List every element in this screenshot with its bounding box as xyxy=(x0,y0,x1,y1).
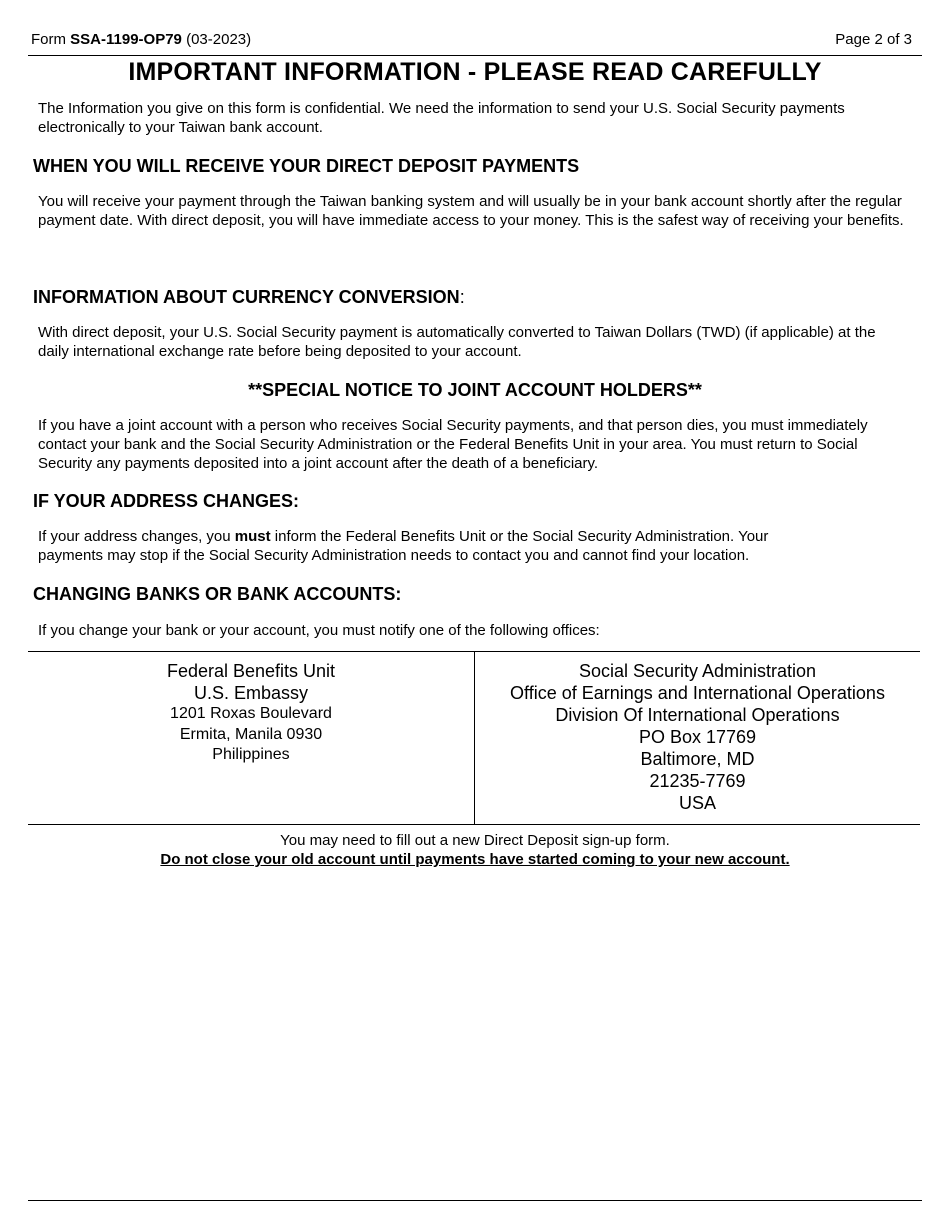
office-line: Division Of International Operations xyxy=(555,705,840,725)
office-line: Baltimore, MD xyxy=(640,749,755,769)
form-prefix: Form xyxy=(31,31,66,48)
form-date: (03-2023) xyxy=(186,31,252,48)
ssa-office-address xyxy=(475,660,920,814)
page-title: IMPORTANT INFORMATION - PLEASE READ CAREFULLY xyxy=(128,58,822,86)
currency-heading-text: INFORMATION ABOUT CURRENCY CONVERSION xyxy=(33,287,460,307)
banks-paragraph: If you change your bank or your account, you must notify one of the following offices: xyxy=(38,622,600,639)
currency-heading-colon: : xyxy=(459,287,465,307)
account-warning: Do not close your old account until payments have started coming to your new account. xyxy=(160,851,790,868)
office-line: Philippines xyxy=(212,746,290,763)
offices-table xyxy=(28,651,920,825)
office-line: Ermita, Manila 0930 xyxy=(179,725,323,743)
office-line: Federal Benefits Unit xyxy=(166,661,336,681)
currency-paragraph: With direct deposit, your U.S. Social Security payment is automatically converted to Taiwan Dollars (TWD) (if applicable) at the daily international exchange rate before being deposited to your account. xyxy=(38,324,876,360)
office-line: USA xyxy=(678,793,716,813)
joint-account-heading: **SPECIAL NOTICE TO JOINT ACCOUNT HOLDERS** xyxy=(248,380,702,400)
office-line: 1201 Roxas Boulevard xyxy=(170,705,332,722)
sign-up-note: You may need to fill out a new Direct Deposit sign-up form. xyxy=(280,832,670,849)
form-page xyxy=(28,0,922,1230)
currency-heading xyxy=(33,287,465,308)
office-line: Office of Earnings and International Operations xyxy=(510,683,885,703)
address-text-end: inform the Federal Benefits Unit or the Social Security Administration. Your payments may stop if the Social Security Administration needs to contact you and cannot find your location. xyxy=(38,528,769,564)
address-heading: IF YOUR ADDRESS CHANGES: xyxy=(33,491,300,511)
receive-paragraph: You will receive your payment through the Taiwan banking system and will usually be in your bank account shortly after the regular payment date. With direct deposit, you will have immediate access to your money. This is the safest way of receiving your benefits. xyxy=(38,193,904,229)
address-text-start: If your address changes, you xyxy=(38,528,235,545)
office-line: 21235-7769 xyxy=(649,771,746,791)
office-line: Social Security Administration xyxy=(578,661,817,681)
address-emphasis: must xyxy=(234,528,271,545)
page-indicator: Page 2 of 3 xyxy=(835,31,912,48)
banks-heading: CHANGING BANKS OR BANK ACCOUNTS: xyxy=(33,584,402,604)
address-paragraph xyxy=(38,527,828,565)
intro-paragraph: The Information you give on this form is confidential. We need the information to send your U.S. Social Security payments electronically to your Taiwan bank account. xyxy=(38,100,845,136)
receive-heading: WHEN YOU WILL RECEIVE YOUR DIRECT DEPOSIT PAYMENTS xyxy=(33,156,580,176)
footer-note xyxy=(28,831,922,869)
joint-account-paragraph: If you have a joint account with a person who receives Social Security payments, and that person dies, you must immediately contact your bank and the Social Security Administration or the Federal Benefits Unit in your area. You must return to Social Security any payments deposited into a joint account after the death of a beneficiary. xyxy=(38,417,868,472)
bottom-rule xyxy=(28,1200,922,1201)
form-number: SSA-1199-OP79 xyxy=(70,31,182,48)
office-line: PO Box 17769 xyxy=(638,727,757,747)
federal-benefits-unit-address xyxy=(28,660,474,766)
form-identifier xyxy=(31,31,251,48)
form-header xyxy=(28,31,922,53)
office-line: U.S. Embassy xyxy=(193,683,309,703)
header-rule xyxy=(28,55,922,56)
